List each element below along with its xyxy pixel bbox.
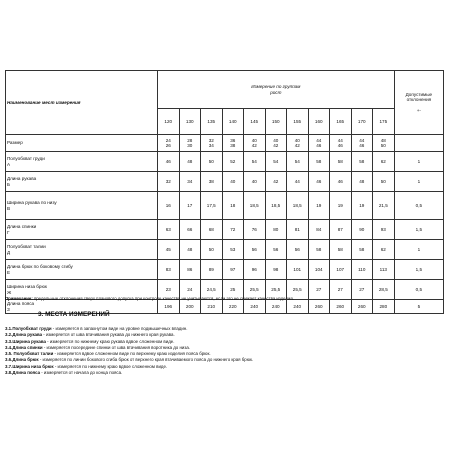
measurement-label: 3.6.Длина брюк: [5, 357, 39, 363]
group-header-text: Измерение по группам: [251, 84, 301, 90]
row-name-line: Б: [7, 181, 11, 187]
row-name-line: Полуобхват талии: [7, 244, 46, 250]
value-line: 19: [316, 202, 322, 208]
value-cell: [222, 172, 244, 192]
value-line: 56: [294, 246, 300, 252]
group-header: [158, 71, 395, 109]
value-cell: [244, 152, 266, 172]
table-row: [6, 135, 444, 152]
value-cell: [265, 135, 287, 152]
value-cell: [330, 152, 352, 172]
value-cell: [287, 220, 309, 240]
measurement-label: 3.4.Длина спинки: [5, 344, 43, 350]
measurement-text: - измеряется от шва втачивания рукава до нижнего края рукава.: [42, 332, 175, 338]
value-line: 48: [380, 137, 386, 143]
value-line: 58: [316, 158, 322, 164]
table-row: [6, 260, 444, 280]
height-cell: 170: [351, 109, 373, 135]
value-cell: [158, 192, 180, 220]
tolerance-cell: [394, 135, 444, 152]
value-line: 46: [337, 178, 343, 184]
value-cell: [308, 240, 330, 260]
value-line: 101: [293, 266, 302, 272]
value-line: 46: [359, 143, 365, 148]
row-name: [6, 260, 158, 280]
value-line: 42: [273, 143, 279, 148]
value-line: 38: [208, 178, 214, 184]
value-cell: [244, 260, 266, 280]
value-line: 76: [251, 226, 257, 232]
value-cell: [244, 172, 266, 192]
value-cell: [287, 135, 309, 152]
value-line: 45: [165, 246, 171, 252]
value-cell: [287, 300, 309, 314]
value-line: 50: [380, 178, 386, 184]
value-line: 54: [251, 158, 257, 164]
value-line: 96: [251, 266, 257, 272]
value-line: 40: [273, 137, 279, 143]
value-cell: [351, 135, 373, 152]
value-cell: [222, 152, 244, 172]
value-cell: [351, 220, 373, 240]
value-cell: [244, 192, 266, 220]
tolerance-sign: +-: [416, 108, 421, 114]
value-cell: [158, 135, 180, 152]
value-line: 44: [337, 137, 343, 143]
value-line: 30: [187, 143, 193, 148]
value-line: 84: [316, 226, 322, 232]
note-text: предельные отклонения сверх планового допуска при контроле качества не учитываются, если это не снижает качества изделия.: [32, 296, 294, 301]
value-line: 38: [230, 143, 236, 148]
value-line: 18,5: [271, 202, 281, 208]
value-cell: [244, 240, 266, 260]
value-line: 54: [294, 158, 300, 164]
measurement-text: - измеряется по нижнему краю рукава вдвое сложенном виде.: [45, 338, 175, 344]
value-cell: [308, 152, 330, 172]
value-line: 81: [294, 226, 300, 232]
table-row: [6, 220, 444, 240]
measurement-item: [5, 370, 445, 376]
measurement-text: - измеряется по линии бокового сгиба брюк от верхнего края втачиваемого пояса до нижнего края брюк.: [38, 357, 254, 363]
row-name-line: Г: [7, 229, 10, 235]
value-cell: [308, 260, 330, 280]
tolerance-cell: 0,5: [394, 192, 444, 220]
value-line: 25,5: [271, 286, 281, 292]
value-cell: [158, 260, 180, 280]
measurement-label: 3.3.Ширина рукава: [5, 338, 46, 344]
value-cell: [287, 260, 309, 280]
value-cell: [244, 300, 266, 314]
value-line: 48: [187, 158, 193, 164]
value-line: 42: [273, 178, 279, 184]
row-name-line: Ширина низа брюк: [7, 284, 47, 290]
value-line: 18,5: [249, 202, 259, 208]
value-cell: [179, 192, 201, 220]
value-cell: [179, 220, 201, 240]
value-line: 97: [230, 266, 236, 272]
value-line: 25,5: [292, 286, 302, 292]
value-cell: [308, 300, 330, 314]
value-cell: [179, 152, 201, 172]
value-cell: [179, 172, 201, 192]
value-cell: [201, 135, 223, 152]
value-line: 72: [230, 226, 236, 232]
value-line: 56: [273, 246, 279, 252]
value-line: 16: [165, 202, 171, 208]
value-cell: [158, 152, 180, 172]
value-line: 90: [359, 226, 365, 232]
value-cell: [158, 172, 180, 192]
height-cell: 120: [158, 109, 180, 135]
value-line: 46: [316, 178, 322, 184]
height-cell: 175: [373, 109, 395, 135]
value-line: 42: [294, 143, 300, 148]
value-line: 62: [380, 246, 386, 252]
value-cell: [373, 172, 395, 192]
value-line: 240: [271, 303, 280, 309]
value-cell: [244, 220, 266, 240]
value-line: 18: [230, 202, 236, 208]
value-cell: [201, 172, 223, 192]
tolerance-header-text: Допустимые отклонения: [405, 91, 433, 102]
value-cell: [330, 220, 352, 240]
height-cell: 155: [287, 109, 309, 135]
value-cell: [287, 192, 309, 220]
table-row: [6, 240, 444, 260]
row-name-line: Е: [7, 269, 11, 275]
value-line: 17: [187, 202, 193, 208]
row-name-line: Длина пояса: [7, 301, 35, 307]
value-line: 58: [316, 246, 322, 252]
value-cell: [201, 152, 223, 172]
value-cell: [373, 135, 395, 152]
value-cell: [373, 220, 395, 240]
value-cell: [179, 240, 201, 260]
table-row: [6, 152, 444, 172]
row-name-line: Длина рукава: [7, 176, 37, 182]
value-line: 58: [359, 158, 365, 164]
value-cell: [265, 192, 287, 220]
value-line: 42: [251, 143, 257, 148]
value-cell: [222, 192, 244, 220]
value-cell: [351, 172, 373, 192]
value-line: 63: [165, 226, 171, 232]
value-line: 36: [230, 137, 236, 143]
value-line: 48: [359, 178, 365, 184]
value-cell: [373, 300, 395, 314]
value-line: 93: [380, 226, 386, 232]
row-name-line: Длина спинки: [7, 224, 37, 230]
value-line: 113: [379, 266, 387, 272]
tolerance-cell: 1: [394, 152, 444, 172]
value-line: 58: [337, 246, 343, 252]
value-line: 260: [336, 303, 345, 309]
value-cell: [222, 260, 244, 280]
value-line: 17,5: [206, 202, 216, 208]
measurement-text: - измеряется от начала до конца пояса.: [40, 370, 123, 376]
value-line: 196: [164, 303, 173, 309]
measurement-label: 3.5. Полуобхват талии: [5, 351, 54, 357]
value-line: 27: [359, 286, 365, 292]
value-line: 24,5: [206, 286, 216, 292]
table-row: [6, 192, 444, 220]
value-line: 58: [359, 246, 365, 252]
value-line: 19: [359, 202, 365, 208]
value-line: 58: [337, 158, 343, 164]
value-line: 24: [165, 137, 171, 143]
value-line: 86: [187, 266, 193, 272]
value-cell: [373, 260, 395, 280]
row-name: [6, 220, 158, 240]
value-line: 40: [251, 137, 257, 143]
measurement-places-list: [5, 326, 445, 376]
value-line: 260: [357, 303, 366, 309]
value-line: 50: [380, 143, 386, 148]
row-name-line: З: [7, 306, 10, 312]
value-cell: [201, 260, 223, 280]
value-cell: [351, 240, 373, 260]
tolerance-cell: 5: [394, 300, 444, 314]
value-line: 210: [207, 303, 216, 309]
value-line: 220: [228, 303, 237, 309]
value-cell: [265, 260, 287, 280]
row-name: [6, 152, 158, 172]
value-line: 24: [187, 286, 193, 292]
value-line: 89: [208, 266, 214, 272]
value-cell: [287, 240, 309, 260]
value-cell: [308, 192, 330, 220]
measurement-text: - измеряется по нижнему краю вдвое сложенном виде.: [53, 363, 168, 369]
value-cell: [222, 135, 244, 152]
value-cell: [373, 240, 395, 260]
row-name-line: Полуобхват груди: [7, 156, 45, 162]
value-line: 44: [359, 137, 365, 143]
tolerance-cell: 1: [394, 172, 444, 192]
measurement-label: 3.7.Ширина низа брюк: [5, 363, 54, 369]
measurement-text: - измеряется в запахнутом виде на уровне подмышечных впадин.: [51, 326, 188, 331]
value-line: 28: [187, 137, 193, 143]
tolerance-header: [394, 71, 444, 135]
value-cell: [351, 260, 373, 280]
value-line: 18,5: [292, 202, 302, 208]
row-name: [6, 135, 158, 152]
value-cell: [308, 172, 330, 192]
value-cell: [330, 192, 352, 220]
value-line: 26: [165, 143, 171, 148]
value-cell: [179, 300, 201, 314]
height-cell: 160: [308, 109, 330, 135]
value-line: 25,5: [249, 286, 259, 292]
value-cell: [179, 260, 201, 280]
value-line: 25: [230, 286, 236, 292]
height-cell: 165: [330, 109, 352, 135]
value-line: 21,5: [378, 202, 388, 208]
measurement-label: 3.1.Полуобхват груди: [5, 326, 52, 331]
value-cell: [330, 135, 352, 152]
value-line: 46: [165, 158, 171, 164]
row-name-line: Длина брюк по боковому сгибу: [7, 264, 73, 270]
height-cell: 135: [201, 109, 223, 135]
value-cell: [287, 172, 309, 192]
measurement-label: 3.8.Длина пояса: [5, 370, 41, 376]
value-cell: [265, 240, 287, 260]
value-cell: [330, 300, 352, 314]
value-line: 240: [250, 303, 259, 309]
value-cell: [201, 192, 223, 220]
tolerance-cell: 1,5: [394, 260, 444, 280]
value-cell: [351, 300, 373, 314]
value-line: 66: [187, 226, 193, 232]
value-cell: [351, 152, 373, 172]
value-line: 53: [230, 246, 236, 252]
value-line: 32: [165, 178, 171, 184]
height-cell: 140: [222, 109, 244, 135]
value-cell: [265, 300, 287, 314]
value-line: 280: [379, 303, 388, 309]
value-line: 34: [187, 178, 193, 184]
value-line: 19: [337, 202, 343, 208]
measurement-table: [5, 70, 444, 314]
value-line: 48: [187, 246, 193, 252]
tolerance-cell: 1: [394, 240, 444, 260]
value-line: 104: [314, 266, 323, 272]
row-name: [6, 192, 158, 220]
value-cell: [265, 172, 287, 192]
value-line: 260: [314, 303, 323, 309]
value-line: 83: [165, 266, 171, 272]
height-cell: 145: [244, 109, 266, 135]
value-cell: [308, 220, 330, 240]
value-line: 40: [294, 137, 300, 143]
measurement-label: 3.2.Длина рукава: [5, 332, 43, 338]
value-cell: [265, 220, 287, 240]
group-subheader-text: рост: [270, 89, 282, 95]
value-line: 50: [208, 246, 214, 252]
header-row: [6, 71, 444, 109]
value-cell: [201, 300, 223, 314]
measurement-text: - измеряется посередине спинки от шва втачивания воротника до низа.: [42, 344, 191, 350]
value-line: 44: [316, 137, 322, 143]
value-cell: [179, 135, 201, 152]
value-line: 40: [251, 178, 257, 184]
value-line: 50: [208, 158, 214, 164]
value-cell: [158, 240, 180, 260]
value-cell: [244, 135, 266, 152]
value-line: 27: [316, 286, 322, 292]
value-cell: [222, 220, 244, 240]
value-line: 23: [165, 286, 171, 292]
name-header: Наименование мест измерения: [6, 71, 158, 135]
value-cell: [308, 135, 330, 152]
value-line: 27: [337, 286, 343, 292]
value-line: 56: [251, 246, 257, 252]
value-line: 44: [294, 178, 300, 184]
table-note: [5, 296, 445, 301]
value-cell: [222, 240, 244, 260]
value-cell: [373, 192, 395, 220]
tolerance-cell: 1,5: [394, 220, 444, 240]
row-name: [6, 172, 158, 192]
value-cell: [351, 192, 373, 220]
value-cell: [330, 240, 352, 260]
row-name-line: Д: [7, 249, 11, 255]
value-line: 107: [336, 266, 345, 272]
value-cell: [201, 220, 223, 240]
height-cell: 150: [265, 109, 287, 135]
value-line: 87: [337, 226, 343, 232]
tolerance-cell: 0,5: [394, 280, 444, 300]
row-name: [6, 240, 158, 260]
value-line: 240: [293, 303, 302, 309]
value-line: 54: [273, 158, 279, 164]
value-cell: [287, 152, 309, 172]
note-label: Примечание:: [5, 296, 33, 301]
value-line: 32: [208, 137, 214, 143]
value-line: 34: [208, 143, 214, 148]
value-line: 28,5: [378, 286, 388, 292]
value-cell: [201, 240, 223, 260]
row-name-line: Ж: [7, 289, 12, 295]
value-line: 46: [337, 143, 343, 148]
value-cell: [158, 220, 180, 240]
value-cell: [373, 152, 395, 172]
value-line: 200: [185, 303, 194, 309]
value-cell: [265, 152, 287, 172]
value-cell: [330, 260, 352, 280]
table-row: [6, 172, 444, 192]
value-line: 62: [380, 158, 386, 164]
value-line: 52: [230, 158, 236, 164]
value-cell: [330, 172, 352, 192]
value-line: 80: [273, 226, 279, 232]
value-line: 46: [316, 143, 322, 148]
row-name-line: В: [7, 205, 11, 211]
row-name-line: Размер: [7, 140, 23, 146]
value-line: 68: [208, 226, 214, 232]
row-name-line: А: [7, 161, 11, 167]
value-line: 40: [230, 178, 236, 184]
measurement-text: - измеряется вдвое сложенном виде по верхнему краю изделия пояса брюк.: [53, 351, 211, 357]
value-line: 110: [358, 266, 366, 272]
value-cell: [222, 300, 244, 314]
value-line: 98: [273, 266, 279, 272]
height-cell: 130: [179, 109, 201, 135]
section-title: 3. МЕСТА ИЗМЕРЕНИЙ: [38, 311, 110, 318]
row-name-line: Ширина рукава по низу: [7, 200, 57, 206]
value-cell: [158, 300, 180, 314]
